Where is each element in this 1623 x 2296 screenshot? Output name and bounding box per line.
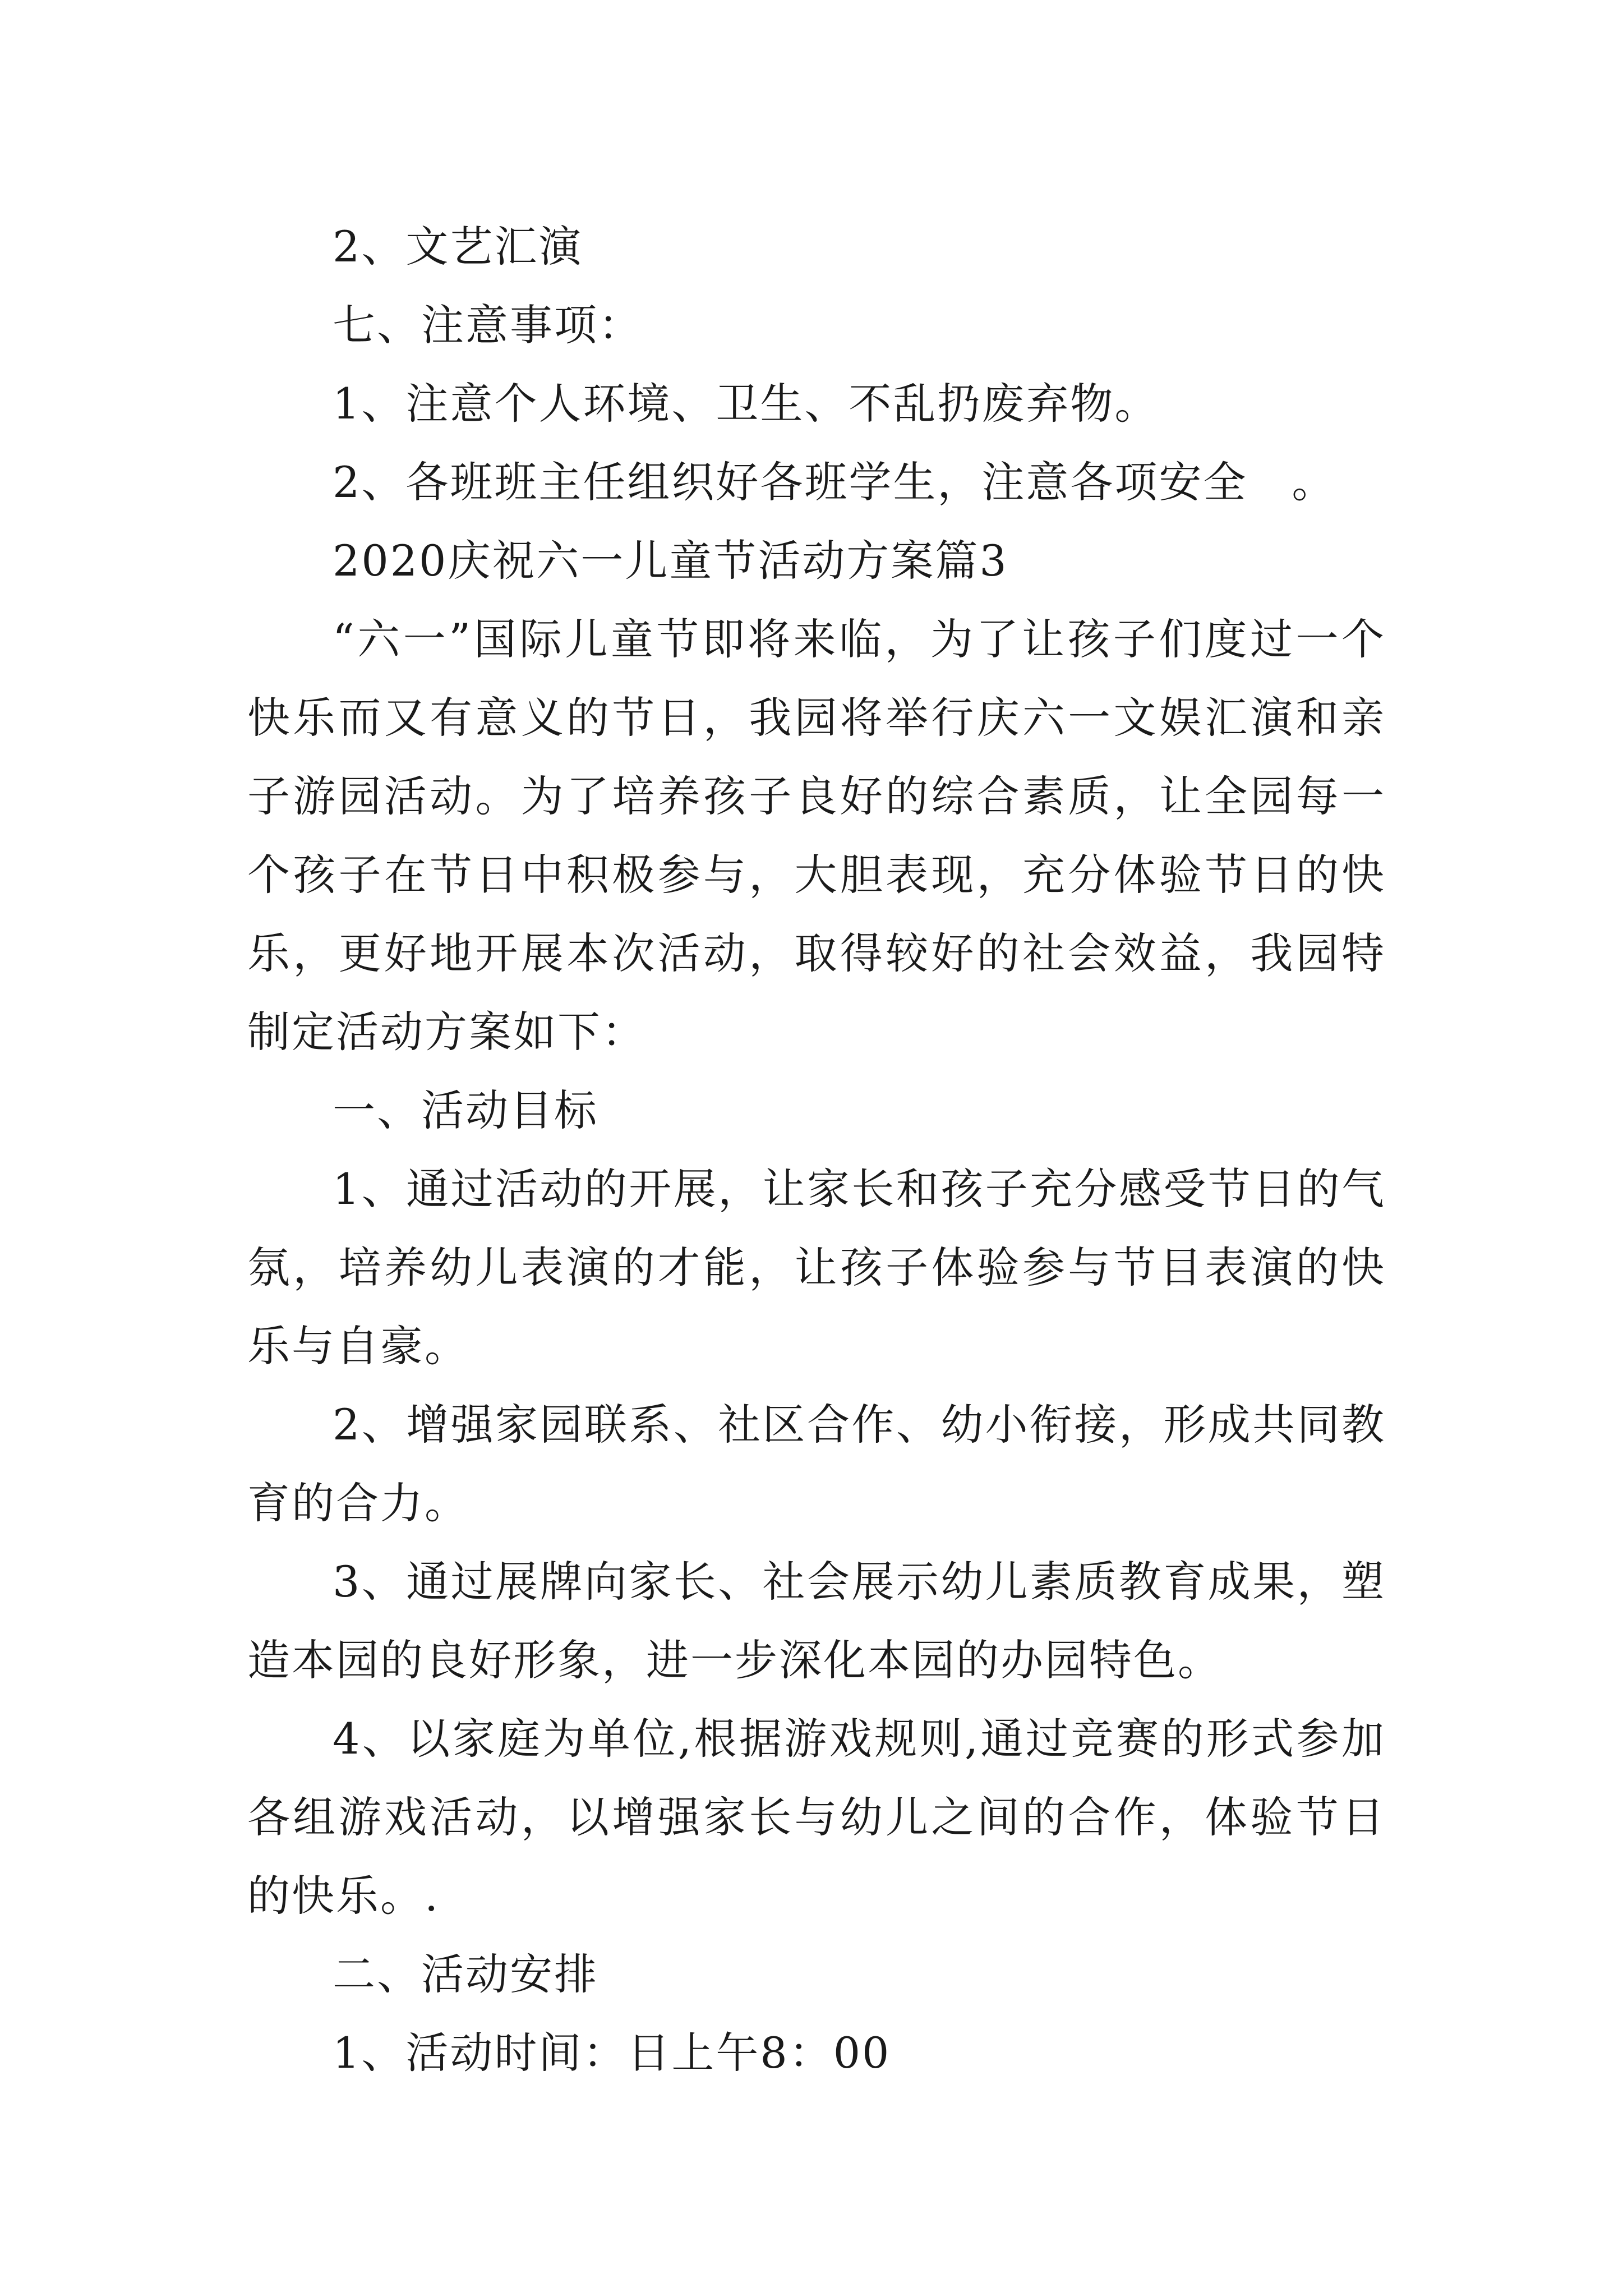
paragraph-goal-3: 3、通过展牌向家长、社会展示幼儿素质教育成果，塑造本园的良好形象，进一步深化本园的办园特色。	[247, 1557, 1386, 1685]
paragraph-note-2: 2、各班班主任组织好各班学生，注意各项安全 。	[333, 457, 1336, 507]
section-heading-notes: 七、注意事项：	[333, 300, 643, 350]
document-body	[247, 208, 1386, 2092]
document-section-title: 2020庆祝六一儿童节活动方案篇3	[333, 536, 1008, 586]
paragraph-activity-time: 1、活动时间：日上午8：00	[333, 2028, 891, 2078]
paragraph-item-2-performance: 2、文艺汇演	[333, 222, 583, 272]
paragraph-note-1: 1、注意个人环境、卫生、不乱扔废弃物。	[333, 379, 1159, 429]
paragraph-intro: “六一”国际儿童节即将来临，为了让孩子们度过一个快乐而又有意义的节日，我园将举行庆六一文娱汇演和亲子游园活动。为了培养孩子良好的综合素质，让全园每一个孩子在节日中积极参与，大胆表现，充分体验节日的快乐，更好地开展本次活动，取得较好的社会效益，我园特制定活动方案如下：	[247, 614, 1386, 1057]
section-heading-arrangement: 二、活动安排	[333, 1949, 598, 1999]
paragraph-goal-4: 4、以家庭为单位,根据游戏规则,通过竞赛的形式参加各组游戏活动，以增强家长与幼儿之间的合作，体验节日的快乐。.	[247, 1714, 1386, 1921]
paragraph-goal-2: 2、增强家园联系、社区合作、幼小衔接，形成共同教育的合力。	[247, 1400, 1386, 1528]
section-heading-goals: 一、活动目标	[333, 1085, 598, 1135]
paragraph-goal-1: 1、通过活动的开展，让家长和孩子充分感受节日的气氛，培养幼儿表演的才能，让孩子体验参与节目表演的快乐与自豪。	[247, 1164, 1386, 1371]
